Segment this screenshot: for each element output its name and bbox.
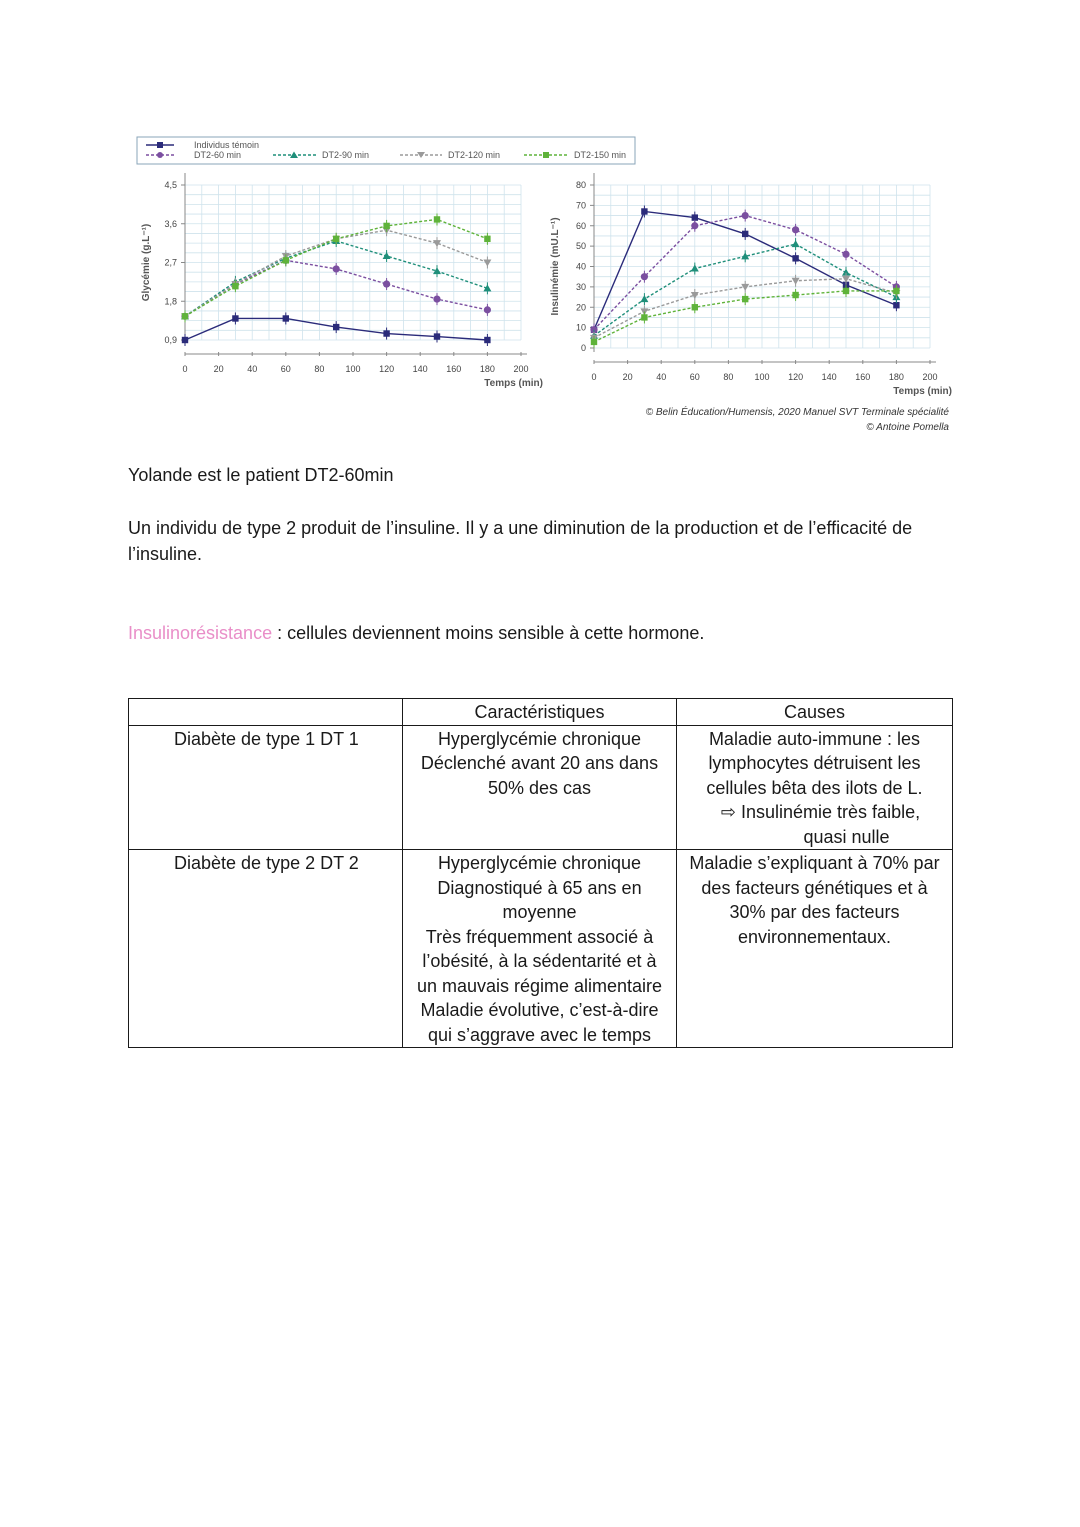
y-tick-label: 30 bbox=[575, 281, 586, 292]
control-marker bbox=[641, 208, 647, 214]
row-label-type1-text: Diabète de type 1 DT 1 bbox=[174, 728, 359, 749]
table-row-type1 bbox=[129, 725, 953, 850]
x-tick-label: 40 bbox=[656, 372, 667, 382]
dt150-marker bbox=[434, 216, 440, 222]
dt150-marker bbox=[333, 236, 339, 242]
type2-characteristics bbox=[403, 850, 677, 1048]
type1-char-line: 50% des cas bbox=[487, 777, 592, 798]
type1-causes bbox=[677, 725, 953, 850]
legend-dt120: DT2-120 min bbox=[448, 150, 501, 160]
diabetes-comparison-table bbox=[128, 698, 953, 1048]
x-tick-label: 120 bbox=[788, 372, 804, 382]
y-tick-label: 4,5 bbox=[164, 180, 177, 190]
y-tick-label: 50 bbox=[575, 241, 586, 252]
type1-char-line: Déclenché avant 20 ans dans bbox=[420, 753, 659, 773]
y-tick-label: 1,8 bbox=[164, 296, 177, 307]
type2-char-line: Diagnostiqué à 65 ans en bbox=[437, 877, 642, 898]
y-tick-label: 80 bbox=[575, 180, 586, 190]
x-tick-label: 200 bbox=[922, 372, 938, 382]
y-tick-label: 70 bbox=[575, 200, 586, 211]
type2-char-line: moyenne bbox=[502, 902, 577, 922]
type2-causes bbox=[677, 850, 953, 1048]
x-tick-label: 60 bbox=[280, 364, 291, 374]
dt150-marker bbox=[742, 296, 748, 302]
x-tick-label: 120 bbox=[379, 364, 395, 374]
type2-insulin-text: Un individu de type 2 produit de l’insuline. Il y a une diminution de la production et de l’efficacité de l’insuline. bbox=[128, 518, 913, 564]
dt150-marker bbox=[383, 223, 389, 229]
row-label-type2-text: Diabète de type 2 DT 2 bbox=[174, 853, 359, 873]
dt60-marker bbox=[842, 251, 849, 258]
legend-dt150: DT2-150 min bbox=[574, 150, 627, 160]
type1-characteristics bbox=[403, 725, 677, 850]
insulinemia-chart bbox=[550, 173, 952, 397]
x-tick-label: 20 bbox=[622, 372, 633, 382]
type2-char-line: un mauvais régime alimentaire bbox=[416, 975, 663, 996]
dt60-marker bbox=[383, 280, 390, 287]
y-tick-label: 2,7 bbox=[164, 257, 177, 268]
control-marker bbox=[434, 333, 440, 339]
dt60-marker bbox=[641, 273, 648, 280]
x-tick-label: 40 bbox=[247, 364, 258, 374]
header-causes: Causes bbox=[677, 699, 953, 726]
x-tick-label: 180 bbox=[888, 372, 904, 382]
dt150-marker bbox=[484, 236, 490, 242]
x-tick-label: 100 bbox=[754, 372, 770, 382]
insulin-resistance-definition bbox=[128, 620, 958, 646]
y-tick-label: 10 bbox=[575, 322, 586, 333]
type1-consequence bbox=[681, 800, 948, 825]
type1-cause-line: cellules bêta des ilots de L. bbox=[706, 777, 923, 798]
table-row-type2 bbox=[129, 850, 953, 1048]
type2-char-line: Hyperglycémie chronique bbox=[437, 853, 642, 873]
dt60-marker bbox=[792, 226, 799, 233]
x-tick-label: 80 bbox=[723, 372, 734, 382]
dt120-marker bbox=[483, 260, 491, 267]
glycemia-chart bbox=[141, 173, 543, 389]
type2-char-line: l’obésité, à la sédentarité et à bbox=[422, 951, 657, 971]
insulin-resistance-term: Insulinorésistance bbox=[128, 623, 273, 643]
dt150-marker bbox=[692, 304, 698, 310]
x-tick-label: 20 bbox=[213, 364, 224, 374]
y-axis-label: Insulinémie (mU.L⁻¹) bbox=[550, 217, 561, 316]
dt150-marker bbox=[641, 314, 647, 320]
x-tick-label: 80 bbox=[314, 364, 325, 374]
control-marker bbox=[232, 315, 238, 321]
y-axis-label: Glycémie (g.L⁻¹) bbox=[141, 223, 152, 302]
y-tick-label: 60 bbox=[575, 220, 586, 231]
x-tick-label: 180 bbox=[479, 364, 495, 374]
dt150-marker bbox=[283, 257, 289, 263]
x-tick-label: 140 bbox=[821, 372, 837, 382]
x-tick-label: 0 bbox=[182, 364, 188, 374]
x-tick-label: 0 bbox=[591, 372, 597, 382]
control-marker bbox=[742, 231, 748, 237]
x-tick-label: 100 bbox=[345, 364, 361, 374]
x-tick-label: 160 bbox=[855, 372, 871, 382]
dt60-marker bbox=[484, 306, 491, 313]
legend-control: Individus témoin bbox=[194, 140, 260, 150]
control-marker bbox=[484, 337, 490, 343]
control-marker bbox=[182, 337, 188, 343]
row-label-type1 bbox=[129, 725, 403, 850]
diabetes-comparison-table-wrap bbox=[128, 698, 953, 1048]
dt60-marker bbox=[691, 222, 698, 229]
type2-cause-line: Maladie s’expliquant à 70% par bbox=[689, 853, 940, 873]
y-tick-label: 20 bbox=[575, 302, 586, 313]
legend-dt60: DT2-60 min bbox=[194, 150, 242, 160]
dt150-marker bbox=[182, 313, 188, 319]
control-marker bbox=[333, 324, 339, 330]
control-marker bbox=[283, 315, 289, 321]
x-tick-label: 60 bbox=[689, 372, 700, 382]
dt120-marker bbox=[792, 278, 800, 285]
y-tick-label: 0,9 bbox=[164, 335, 177, 345]
insulin-resistance-explanation: : cellules deviennent moins sensible à cette hormone. bbox=[272, 623, 705, 643]
legend-dt90: DT2-90 min bbox=[322, 150, 370, 160]
dt150-marker bbox=[893, 288, 899, 294]
type2-cause-line: des facteurs génétiques et à bbox=[701, 877, 928, 898]
type1-char-line: Hyperglycémie chronique bbox=[437, 728, 642, 749]
y-tick-label: 40 bbox=[575, 261, 586, 272]
type2-cause-line: environnementaux. bbox=[737, 926, 892, 947]
type1-consequence-text-2: quasi nulle bbox=[803, 826, 890, 847]
dt150-marker bbox=[232, 283, 238, 289]
type2-cause-line: 30% par des facteurs bbox=[729, 902, 900, 922]
right-arrow-icon: ⇨ bbox=[720, 802, 736, 822]
glycemia-insulinemia-figure bbox=[128, 130, 958, 440]
control-marker bbox=[383, 330, 389, 336]
dt60-marker bbox=[433, 295, 440, 302]
x-axis-label: Temps (min) bbox=[893, 386, 952, 397]
type1-cause-line: Maladie auto-immune : les bbox=[708, 728, 921, 749]
table-header-row bbox=[129, 699, 953, 726]
dt90-marker bbox=[691, 265, 699, 272]
dt150-marker bbox=[792, 292, 798, 298]
y-tick-label: 3,6 bbox=[164, 218, 177, 229]
type2-char-line: qui s’aggrave avec le temps bbox=[427, 1024, 652, 1045]
dt150-marker bbox=[843, 288, 849, 294]
x-tick-label: 160 bbox=[446, 364, 462, 374]
dt120-marker bbox=[741, 284, 749, 291]
type2-char-line: Maladie évolutive, c’est-à-dire bbox=[420, 1000, 659, 1020]
copyright-line-2: © Antoine Pomella bbox=[866, 422, 949, 433]
header-characteristics: Caractéristiques bbox=[403, 699, 677, 726]
x-tick-label: 200 bbox=[513, 364, 529, 374]
dt60-marker bbox=[742, 212, 749, 219]
control-marker bbox=[792, 255, 798, 261]
header-empty bbox=[129, 699, 403, 726]
type1-consequence-text: Insulinémie très faible, bbox=[741, 802, 921, 822]
x-axis-label: Temps (min) bbox=[484, 378, 543, 389]
dt150-marker bbox=[591, 339, 597, 345]
row-label-type2 bbox=[129, 850, 403, 1048]
dt60-marker bbox=[333, 265, 340, 272]
copyright-line-1: © Belin Éducation/Humensis, 2020 Manuel SVT Terminale spécialité bbox=[645, 407, 949, 418]
type2-char-line: Très fréquemment associé à bbox=[425, 926, 654, 947]
y-tick-label: 0 bbox=[580, 343, 586, 353]
type1-cause-line: lymphocytes détruisent les bbox=[708, 753, 921, 773]
dt90-marker bbox=[640, 295, 648, 302]
dt90-marker bbox=[792, 240, 800, 247]
yolande-patient-text: Yolande est le patient DT2-60min bbox=[128, 465, 394, 485]
x-tick-label: 140 bbox=[412, 364, 428, 374]
